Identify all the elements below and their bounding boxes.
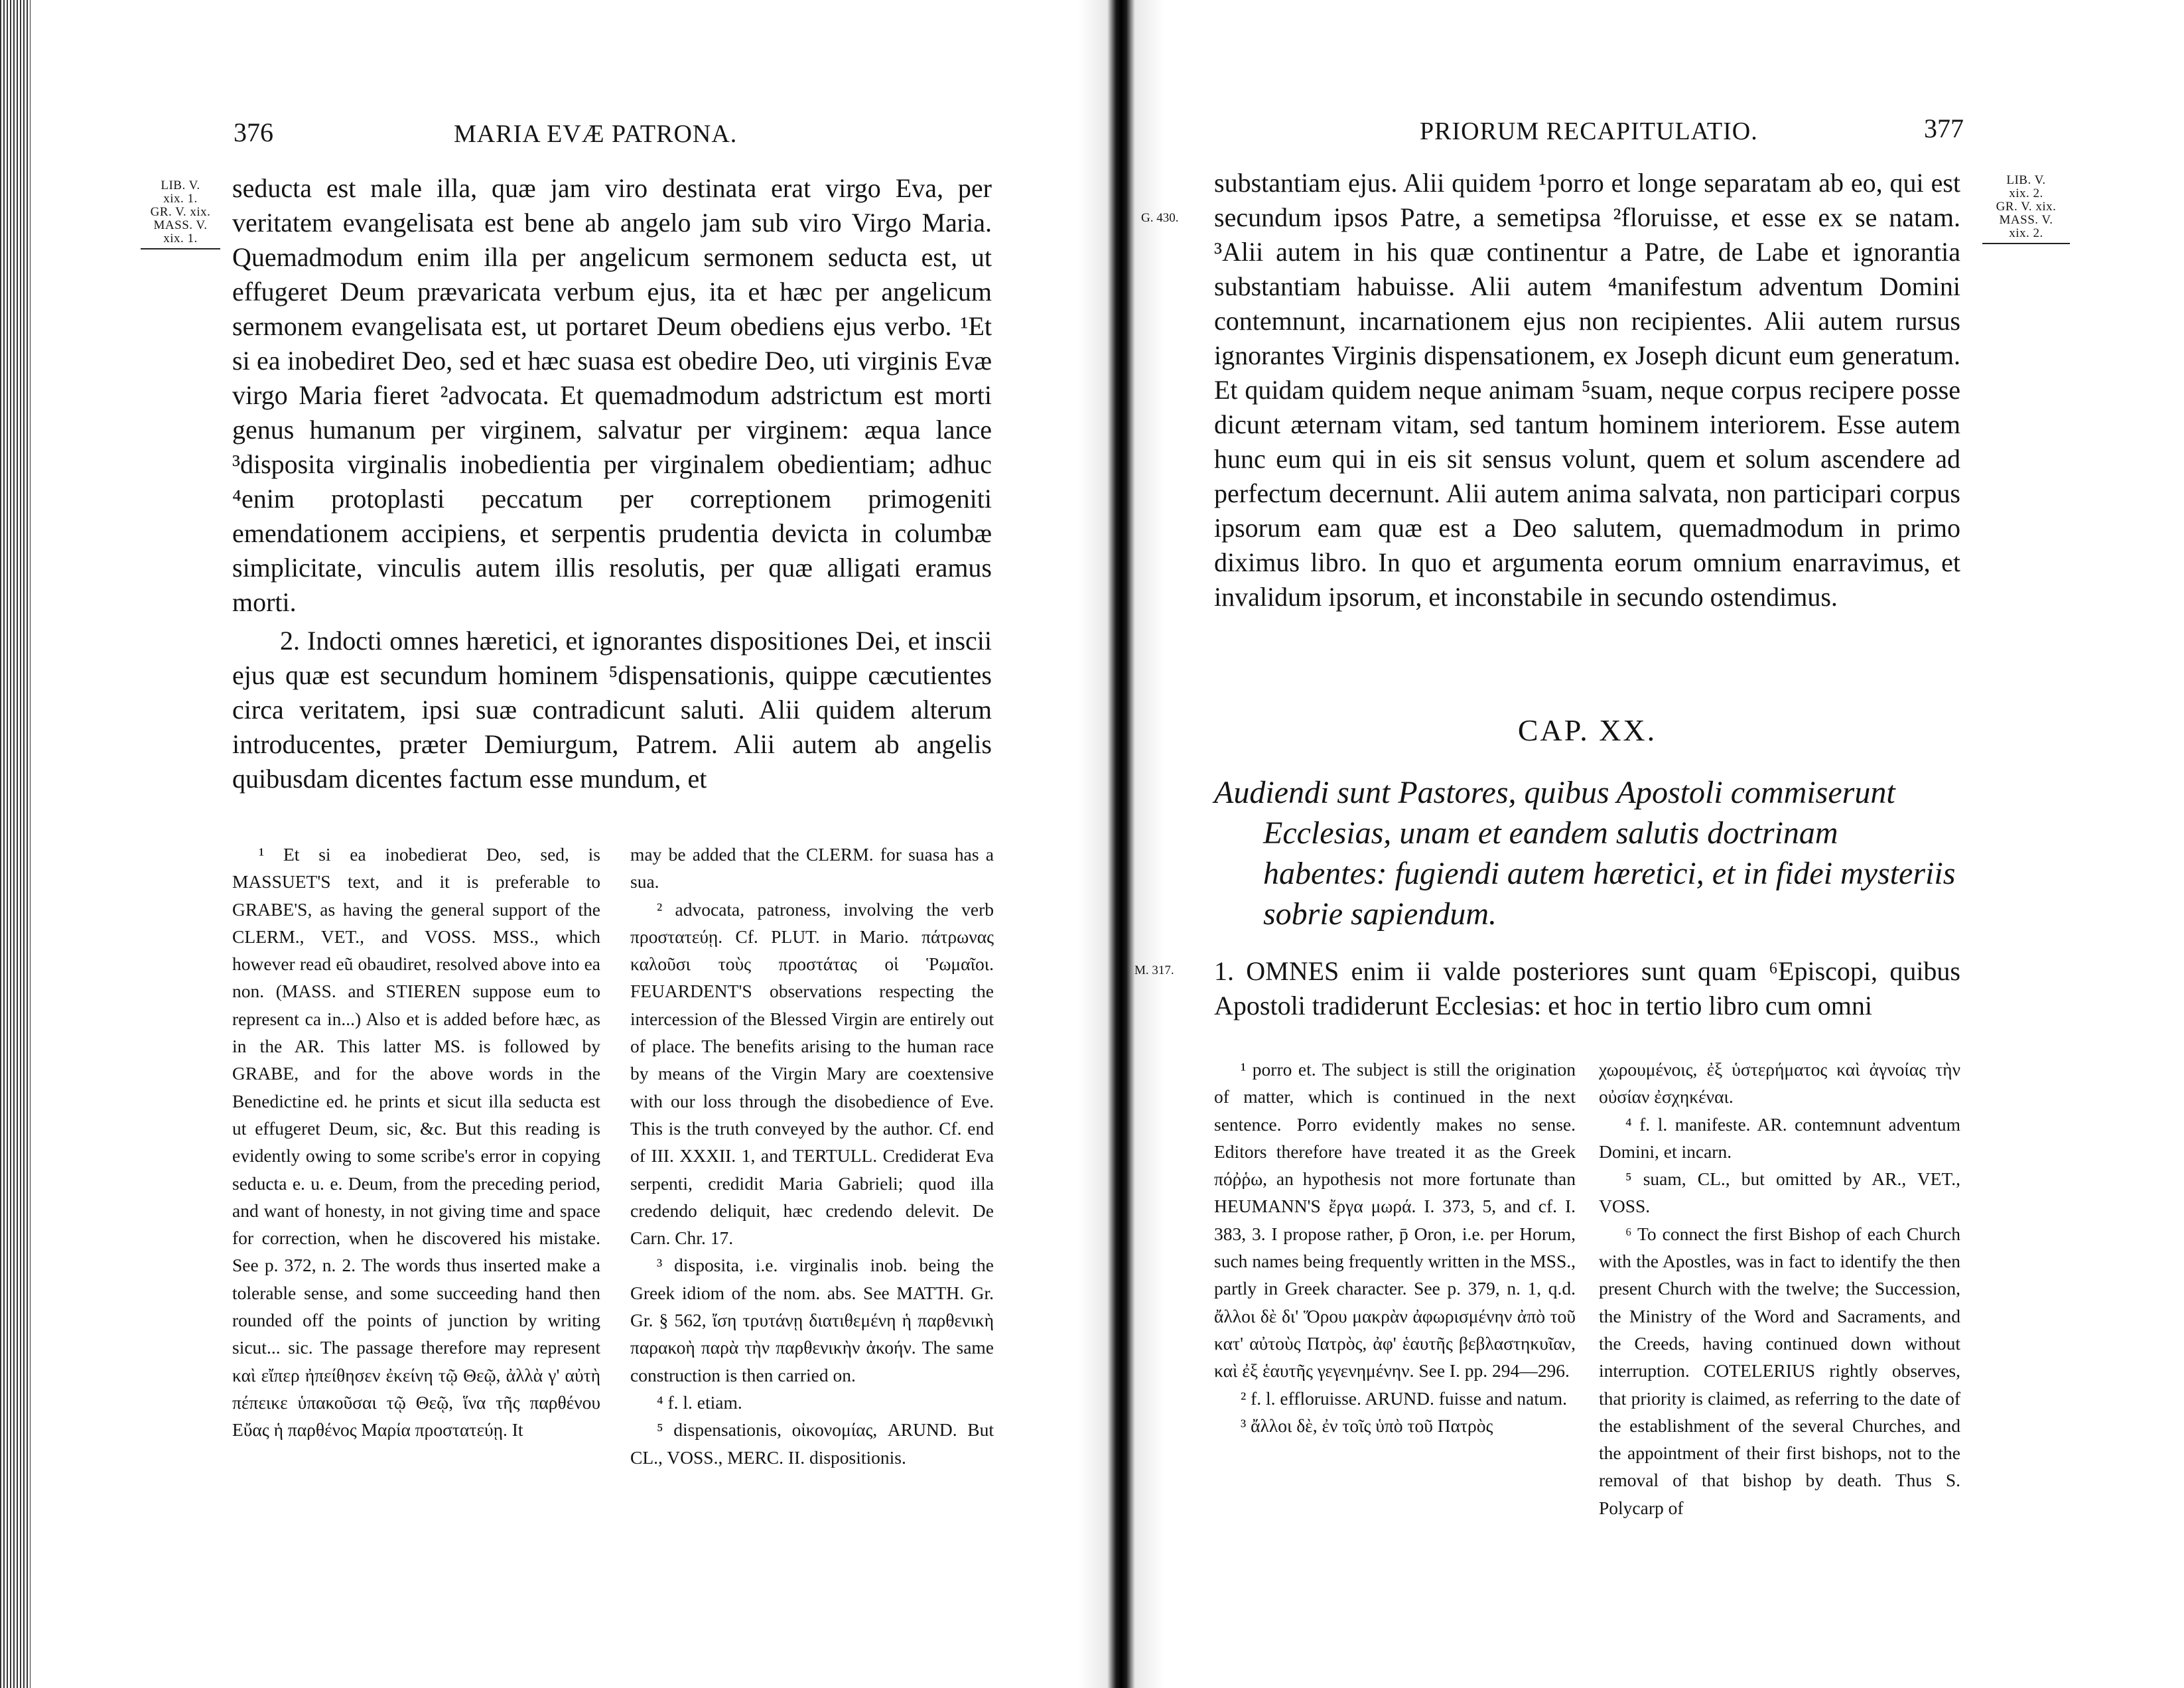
margin-reference: M. 317. [1134, 963, 1174, 977]
footnote: ³ disposita, i.e. virginalis inob. being the Greek idiom of the nom. abs. See MATTH. Gr. Gr. § 562, ἴση τρυτάνῃ διατιθεμένη ἡ παρθενικὴ παρακοὴ παρὰ τὴν παρθενικὴν ἀκοήν. The same construction is then carried on. [630, 1255, 994, 1385]
margin-note: LIB. V. xix. 1. GR. V. xix. MASS. V. xix. 1. [141, 179, 220, 249]
paragraph: 1. OMNES enim ii valde posteriores sunt quam ⁶Episcopi, quibus Apostoli tradiderunt Ecclesias: et hoc in tertio libro cum omni [1214, 956, 1960, 1020]
footnotes-column [232, 841, 600, 1444]
right-page [1134, 0, 2184, 1688]
section-text [1214, 954, 1960, 1023]
footnotes-column [1214, 1056, 1576, 1439]
chapter-heading: CAP. XX. [1517, 713, 1657, 747]
margin-note: LIB. V. xix. 2. GR. V. xix. MASS. V. xix. 2. [1982, 174, 2070, 244]
footnote: may be added that the CLERM. for suasa has a sua. [630, 844, 994, 892]
paragraph: seducta est male illa, quæ jam viro destinata erat virgo Eva, per veritatem evangelisata est bene ab angelo jam sub viro Virgo Maria. Quemadmodum enim illa per angelicum sermonem seducta est, ut effugeret Deum prævaricata verbum ejus, ita et hæc per angelicum sermonem evangelisata est, ut portaret Deum obediens ejus verbo. ¹Et si ea inobediret Deo, sed et hæc suasa est obedire Deo, uti virginis Evæ virgo Maria fieret ²advocata. Et quemadmodum adstrictum est morti genus humanum per virginem, salvatur per virginem: æqua lance ³disposita virginalis inobedientia per virginalem obedientiam; adhuc ⁴enim protoplasti peccatum per correptionem primogeniti emendationem accipiens, et serpentis prudentia devicta in columbæ simplicitate, vinculis autem illis resolutis, per quæ alligati eramus morti. [232, 173, 992, 617]
footnote: ⁴ f. l. manifeste. AR. contemnunt adventum Domini, et incarn. [1599, 1113, 1960, 1162]
paragraph: substantiam ejus. Alii quidem ¹porro et longe separatam ab eo, qui est secundum ipsos Patre, a semetipsa ²floruisse, et esse ex se natam. ³Alii autem in his quæ continentur a Patre, de Labe et ignorantia substantiam habuisse. Alii autem ⁴manifestum adventum Domini contemnunt, incarnationem ejus non recipientes. Alii autem rursus ignorantes Virginis dispensationem, ex Joseph dicunt eum generatum. Et quidam quidem neque animam ⁵suam, neque corpus recipere posse dicunt æternam vitam, sed tantum hominem interiorem. Esse autem hunc eum qui in eis sit sensus volunt, quem et solum ascendere ad perfectum decernunt. Alii autem anima salvata, non participari corpus ipsorum eam quæ est a Deo salutem, quemadmodum in primo diximus libro. In quo et argumenta eorum omnium enarravimus, et invalidum ipsorum, et inconstabile in secundo ostendimus. [1214, 168, 1960, 612]
footnote: ⁵ dispensationis, οἰκονομίας, ARUND. But CL., VOSS., MERC. II. dispositionis. [630, 1419, 994, 1468]
footnote: ² f. l. effloruisse. ARUND. fuisse and natum. [1241, 1387, 1567, 1409]
footnote: ⁶ To connect the first Bishop of each Church with the Apostles, was in fact to identify the then present Church with the twelve; the Succession, the Ministry of the Word and Sacraments, and the Creeds, having continued down without interruption. COTELERIUS rightly observes, that priority is claimed, as referring to the date of the establishment of the several Churches, and the appointment of their first bishops, not to the removal of that bishop by death. Thus S. Polycarp of [1599, 1223, 1960, 1518]
footnote: ⁵ suam, CL., but omitted by AR., VET., VOSS. [1599, 1168, 1960, 1217]
page-number: 376 [234, 117, 273, 147]
footnote: ⁴ f. l. etiam. [657, 1391, 742, 1413]
body-text [232, 171, 992, 796]
footnotes-column [1599, 1056, 1960, 1521]
margin-reference: G. 430. [1141, 211, 1179, 225]
body-text [1214, 166, 1960, 614]
running-head: PRIORUM RECAPITULATIO. [1420, 117, 1758, 145]
footnotes-column [630, 841, 994, 1471]
left-page [0, 0, 1078, 1688]
footnote: ³ ἄλλοι δὲ, ἐν τοῖς ὑπὸ τοῦ Πατρὸς [1241, 1415, 1493, 1436]
chapter-summary: Audiendi sunt Pastores, quibus Apostoli commiserunt Ecclesias, unam et eandem salutis doctrinam habentes: fugiendi autem hæretici, et in fidei mysteriis sobrie sapiendum. [1214, 775, 1956, 932]
footnote: χωρουμένοις, ἐξ ὑστερήματος καὶ ἀγνοίας τὴν οὐσίαν ἐσχηκέναι. [1599, 1059, 1960, 1107]
page-number: 377 [1924, 113, 1964, 143]
footnote: ² advocata, patroness, involving the verb προστατεύῃ. Cf. PLUT. in Mario. πάτρωνας καλοῦσι τοὺς προστάτας οἱ Ῥωμαῖοι. FEUARDENT'S observations respecting the intercession of the Blessed Virgin are entirely out of place. The benefits arising to the human race by means of the Virgin Mary are coextensive with our loss through the disobedience of Eve. This is the truth conveyed by the author. Cf. end of III. XXXII. 1, and TERTULL. Crediderat Eva serpenti, credidit Maria Gabrieli; quod illa credendo deliquit, hæc credendo delevit. De Carn. Chr. 17. [630, 898, 994, 1249]
paragraph: 2. Indocti omnes hæretici, et ignorantes dispositiones Dei, et inscii ejus quæ est secundum hominem ⁵dispensationis, quippe cæcutientes circa veritatem, ipsi suæ contradicunt saluti. Alii quidem alterum introducentes, præter Demiurgum, Patrem. Alii autem ab angelis quibusdam dicentes factum esse mundum, et [232, 626, 992, 794]
running-head: MARIA EVÆ PATRONA. [454, 120, 738, 148]
footnote: ¹ Et si ea inobedierat Deo, sed, is MASSUET'S text, and it is preferable to GRABE'S, as having the general support of the CLERM., VET., and VOSS. MSS., which however read eũ obaudiret, resolved above into ea non. (MASS. and STIEREN suppose eum to represent ca in...) Also et is added before hæc, as in the AR. This latter MS. is followed by GRABE, and for the above words in the Benedictine ed. he prints et sicut illa seducta est ut effugeret Deum, sic, &c. But this reading is evidently owing to some scribe's error in copying seducta e. u. e. Deum, from the preceding period, and want of honesty, in not giving time and space for correction, when he discovered his mistake. See p. 372, n. 2. The words thus inserted make a tolerable sense, and some succeeding hand then rounded off the points of junction by writing sicut... sic. The passage therefore may represent καὶ εἴπερ ἠπείθησεν ἐκείνη τῷ Θεῷ, ἀλλὰ γ' αὐτὴ πέπεικε ὑπακοῦσαι τῷ Θεῷ, ἵνα τῆς παρθένου Εὔας ἡ παρθένος Μαρία προστατεύῃ. It [232, 844, 600, 1441]
footnote: ¹ porro et. The subject is still the origination of matter, which is continued in the next sentence. Porro evidently makes no sense. Editors therefore have treated it as the Greek πόῤῥω, an hypothesis not more fortunate than HEUMANN'S ἔργα μωρά. I. 373, 5, and cf. I. 383, 3. I propose rather, p̄ Oron, i.e. per Horum, such names being frequently written in the MSS., partly in Greek character. See p. 379, n. 1, q.d. ἄλλοι δὲ δι' Ὅρου μακρὰν ἀφωρισμένην ἀπὸ τοῦ κατ' αὐτοὺς Πατρὸς, ἀφ' ἑαυτῆς βεβλαστηκυῖαν, καὶ ἐξ ἑαυτῆς γεγενημένην. See I. pp. 294—296. [1214, 1059, 1576, 1381]
